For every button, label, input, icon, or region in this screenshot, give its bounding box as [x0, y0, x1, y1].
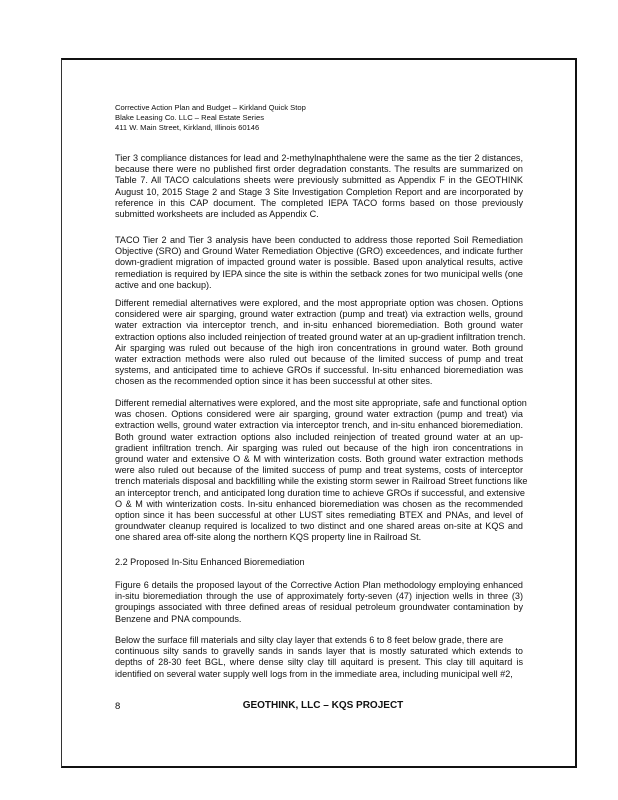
text-line: down-gradient migration of impacted ground water is possible. Based upon analytical results, active — [115, 257, 523, 268]
text-line: were also ruled out because of the limited success of pump and treat systems, costs of interceptor — [115, 465, 523, 476]
text-line: was chosen. Options considered were air sparging, ground water extraction (pump and treat) via — [115, 409, 523, 420]
text-line: Below the surface fill materials and silty clay layer that extends 6 to 8 feet below grade, there are — [115, 635, 504, 645]
text-line: Air sparging was ruled out because of the high iron concentrations in ground water. Both ground — [115, 342, 523, 353]
text-line: systems, and anticipated time to achieve GROs if successful. In-situ enhanced bioremediation was — [115, 365, 523, 376]
text-line: remediation is required by IEPA since the site is within the setback zones for two municipal wells (one — [115, 268, 523, 279]
text-line: because there were no published first order degradation constants. The results are summarized on — [115, 164, 523, 175]
header-line: Blake Leasing Co. LLC – Real Estate Series — [115, 113, 265, 122]
text-line: extraction options also included reinjection of treated ground water at an up-gradient infiltration trench. — [115, 331, 526, 342]
text-line: Figure 6 details the proposed layout of the Corrective Action Plan methodology employing enhanced — [115, 580, 523, 590]
paragraph-tier3 — [115, 153, 523, 220]
text-line: August 10, 2015 Stage 2 and Stage 3 Site Investigation Completion Report and are incorporated by — [115, 186, 523, 197]
text-line: extraction wells, ground water extraction via interceptor trench, and in-situ enhanced bioremediation. — [115, 420, 523, 431]
paragraph-figure6 — [115, 580, 523, 625]
text-line: gradient infiltration trench. Air sparging was ruled out because of the high iron concentrations in — [115, 442, 523, 453]
text-line: trench materials disposal and backfilling while the existing storm sewer in Railroad Street functions like — [115, 476, 528, 487]
text-line: continuous silty sands to gravelly sands in sands layer that is mostly saturated which extends to — [115, 646, 523, 657]
section-heading: 2.2 Proposed In-Situ Enhanced Bioremediation — [115, 557, 305, 567]
paragraph-geology — [115, 635, 523, 680]
text-line: active and one backup). — [115, 279, 212, 290]
text-line: groundwater cleanup required is localized to two distinct and one shared areas on-site at KQS and — [115, 521, 523, 532]
text-line: considered were air sparging, ground water extraction (pump and treat) via extraction wells, ground — [115, 309, 523, 320]
text-line: Benzene and PNA compounds. — [115, 613, 242, 624]
text-line: one shared area off-site along the northern KQS property line in Railroad St. — [115, 532, 422, 543]
text-line: TACO Tier 2 and Tier 3 analysis have been conducted to address those reported Soil Remediation — [115, 235, 523, 245]
text-line: Table 7. All TACO calculations sheets were previously submitted as Appendix F in the GEOTHINK — [115, 175, 523, 186]
text-line: Tier 3 compliance distances for lead and 2-methylnaphthalene were the same as the tier 2 distances, — [115, 153, 523, 163]
text-line: O & M with winterization costs. In-situ enhanced bioremediation was chosen as the recommended — [115, 498, 523, 509]
paragraph-remedial-alternatives-revised — [115, 398, 528, 543]
text-line: reference in this CAP document. The completed IEPA TACO forms based on those previously — [115, 197, 523, 208]
text-line: submitted worksheets are included as Appendix C. — [115, 208, 319, 219]
paragraph-taco-analysis — [115, 235, 523, 291]
text-line: depths of 28-30 feet BGL, where dense silty clay till aquitard is present. This clay till aquitard is — [115, 657, 523, 668]
document-header — [115, 103, 306, 133]
text-line: option since it has been successful at other LUST sites remediating BTEX and PNAs, and level of — [115, 509, 523, 520]
paragraph-remedial-alternatives — [115, 298, 526, 388]
header-line: Corrective Action Plan and Budget – Kirkland Quick Stop — [115, 103, 306, 112]
text-line: Different remedial alternatives were explored, and the most appropriate option was chosen. Options — [115, 298, 523, 308]
text-line: Both ground water extraction options also included reinjection of treated ground water at an up- — [115, 431, 523, 442]
page-number: 8 — [115, 701, 121, 712]
text-line: in-situ bioremediation through the use of approximately forty-seven (47) injection wells in three (3) — [115, 591, 523, 602]
text-line: chosen as the recommended option since it has been successful at other sites. — [115, 376, 433, 387]
text-line: identified on several water supply well logs from in the immediate area, including municipal well #2, — [115, 668, 513, 679]
text-line: water extraction via interceptor trench, and in-situ enhanced bioremediation. Both ground water — [115, 320, 523, 331]
footer-title: GEOTHINK, LLC – KQS PROJECT — [242, 700, 404, 711]
text-line: water extraction methods were also ruled out because of the limited success of pump and treat — [115, 353, 523, 364]
text-line: ground water and extensive O & M with winterization costs. Both ground water extraction methods — [115, 453, 523, 464]
text-line: an interceptor trench, and anticipated long duration time to achieve GROs if successful, and extensive — [115, 487, 525, 498]
text-line: groupings associated with three defined areas of residual petroleum groundwater contamination by — [115, 602, 523, 613]
text-line: Different remedial alternatives were explored, and the most site appropriate, safe and functional option — [115, 398, 527, 408]
text-line: Objective (SRO) and Ground Water Remediation Objective (GRO) exceedences, and indicate further — [115, 246, 523, 257]
header-line: 411 W. Main Street, Kirkland, Illinois 60146 — [115, 123, 260, 132]
